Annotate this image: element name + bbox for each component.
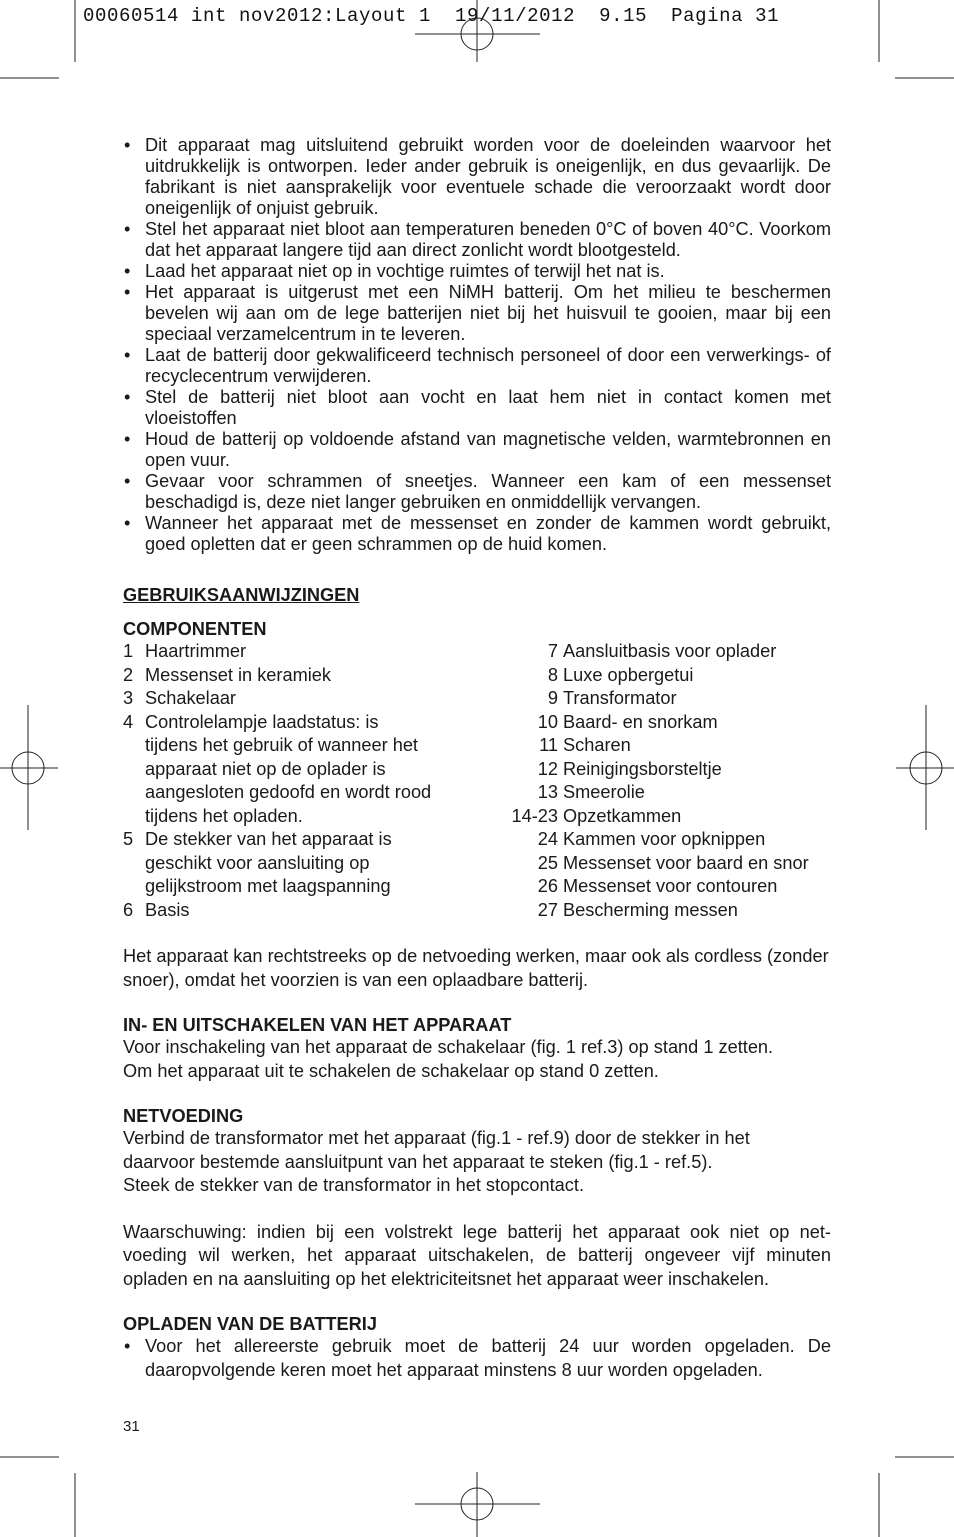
item-number: 4 (123, 711, 134, 732)
print-slug: 00060514 int nov2012:Layout 1 19/11/2012 9.15 Pagina 31 (83, 5, 780, 27)
item-label: Reinigingsborsteltje (563, 758, 722, 779)
list-item (503, 687, 831, 711)
section-heading-components: COMPONENTEN (123, 619, 267, 639)
list-item (503, 781, 831, 805)
list-item: • Voor het allereerste gebruik moet de batterij 24 uur worden opgeladen. De daaropvolgende keren moet het apparaat minstens 8 uur worden opgeladen. (123, 1335, 831, 1382)
power-line: daarvoor bestemde aansluitpunt van het apparaat te steken (fig.1 - ref.5). (123, 1151, 713, 1172)
components-column-right (503, 640, 831, 922)
item-label: Haartrimmer (145, 641, 247, 661)
item-number: 9 (547, 688, 558, 708)
item-label: Luxe opbergetui (563, 664, 694, 685)
list-item (503, 852, 831, 876)
item-label: Baard- en snorkam (563, 711, 718, 732)
power-warning: Waarschuwing: indien bij een volstrekt lege batterij het apparaat ook niet op net-voeding wil werken, het apparaat uitschakelen, de batterij ongeveer vijf minuten opladen en na aansluiting op het elektriciteitsnet het apparaat weer inschakelen. (123, 1221, 831, 1289)
section-heading-switch: IN- EN UITSCHAKELEN VAN HET APPARAAT (123, 1015, 512, 1035)
list-item (123, 899, 503, 923)
item-label: Schakelaar (145, 688, 236, 708)
item-number: 14-23 (511, 805, 558, 826)
list-item (503, 711, 831, 735)
item-label: Messenset voor contouren (563, 876, 778, 896)
list-item (503, 875, 831, 899)
item-label: Messenset voor baard en snor (563, 852, 809, 873)
list-item: • Dit apparaat mag uitsluitend gebruikt worden voor de doeleinden waarvoor het uitdrukkelijk is ontworpen. Ieder ander gebruik is oneigenlijk, en dus gevaarlijk. De fabrikant is niet aansprakelijk voor eventuele schade die veroorzaakt wordt door oneigenlijk of onjuist gebruik. (123, 135, 831, 219)
list-item: • Laad het apparaat niet op in vochtige ruimtes of terwijl het nat is. (123, 261, 831, 282)
item-label: Transformator (563, 688, 677, 708)
item-label: Scharen (563, 735, 631, 755)
components-list (123, 640, 831, 922)
list-item: • Wanneer het apparaat met de messenset en zonder de kammen wordt gebruikt, goed opletten dat er geen schrammen op de huid komen. (123, 513, 831, 555)
list-item: • Gevaar voor schrammen of sneetjes. Wanneer een kam of een messenset beschadigd is, deze niet langer gebruiken en onmiddellijk vervangen. (123, 471, 831, 513)
item-number: 8 (547, 664, 558, 685)
item-number: 10 (537, 711, 558, 732)
item-label: Opzetkammen (563, 805, 682, 826)
item-label: Basis (145, 899, 190, 920)
item-number: 24 (537, 829, 558, 849)
item-number: 3 (123, 688, 134, 708)
item-label: Bescherming messen (563, 899, 738, 920)
list-item (123, 687, 503, 711)
safety-list (123, 135, 831, 555)
charge-list (123, 1335, 831, 1382)
power-line: Verbind de transformator met het apparaat (fig.1 - ref.9) door de stekker in het (123, 1128, 750, 1148)
item-number: 7 (547, 641, 558, 661)
list-item (503, 640, 831, 664)
switch-line: Om het apparaat uit te schakelen de schakelaar op stand 0 zetten. (123, 1060, 659, 1081)
switch-line: Voor inschakeling van het apparaat de schakelaar (fig. 1 ref.3) op stand 1 zetten. (123, 1037, 774, 1057)
item-number: 27 (537, 899, 558, 920)
list-item: • Houd de batterij op voldoende afstand van magnetische velden, warmtebronnen en open vuur. (123, 429, 831, 471)
item-number: 2 (123, 664, 134, 685)
item-number: 26 (537, 876, 558, 896)
page-number: 31 (123, 1418, 140, 1435)
item-number: 12 (537, 758, 558, 779)
list-item (123, 711, 503, 829)
components-column-left (123, 640, 503, 922)
list-item (503, 828, 831, 852)
list-item: • Stel de batterij niet bloot aan vocht en laat hem niet in contact komen met vloeistoffen (123, 387, 831, 429)
list-item: • Laat de batterij door gekwalificeerd technisch personeel of door een verwerkings- of recyclecentrum verwijderen. (123, 345, 831, 387)
list-item (123, 664, 503, 688)
list-item (503, 758, 831, 782)
item-number: 5 (123, 829, 134, 849)
item-number: 13 (537, 782, 558, 802)
item-number: 6 (123, 899, 134, 920)
item-number: 25 (537, 852, 558, 873)
list-item (503, 734, 831, 758)
item-number: 1 (123, 641, 134, 661)
item-label: Kammen voor opknippen (563, 829, 766, 849)
list-item (503, 805, 831, 829)
item-label: Messenset in keramiek (145, 664, 331, 685)
section-heading-charge: OPLADEN VAN DE BATTERIJ (123, 1314, 377, 1334)
intro-paragraph: Het apparaat kan rechtstreeks op de netvoeding werken, maar ook als cordless (zonder snoer), omdat het voorzien is van een oplaadbare batterij. (123, 946, 829, 990)
section-heading-power: NETVOEDING (123, 1106, 244, 1126)
item-label: Smeerolie (563, 782, 645, 802)
list-item (123, 640, 503, 664)
list-item (503, 664, 831, 688)
list-item (123, 828, 503, 899)
power-line: Steek de stekker van de transformator in het stopcontact. (123, 1175, 584, 1195)
section-heading-instructions: GEBRUIKSAANWIJZINGEN (123, 585, 360, 605)
item-label: Controlelampje laadstatus: is tijdens het gebruik of wanneer het apparaat niet op de oplader is aangesloten gedoofd en wordt rood tijdens het opladen. (145, 711, 432, 826)
list-item: • Het apparaat is uitgerust met een NiMH batterij. Om het milieu te beschermen bevelen wij aan om de lege batterijen niet bij het huisvuil te gooien, maar bij een speciaal verzamelcentrum in te leveren. (123, 282, 831, 345)
list-item: • Stel het apparaat niet bloot aan temperaturen beneden 0°C of boven 40°C. Voorkom dat het apparaat langere tijd aan direct zonlicht wordt blootgesteld. (123, 219, 831, 261)
item-number: 11 (539, 735, 558, 755)
page-content (123, 135, 831, 1382)
item-label: Aansluitbasis voor oplader (563, 641, 777, 661)
list-item (503, 899, 831, 923)
item-label: De stekker van het apparaat is geschikt voor aansluiting op gelijkstroom met laagspanning (145, 829, 392, 896)
